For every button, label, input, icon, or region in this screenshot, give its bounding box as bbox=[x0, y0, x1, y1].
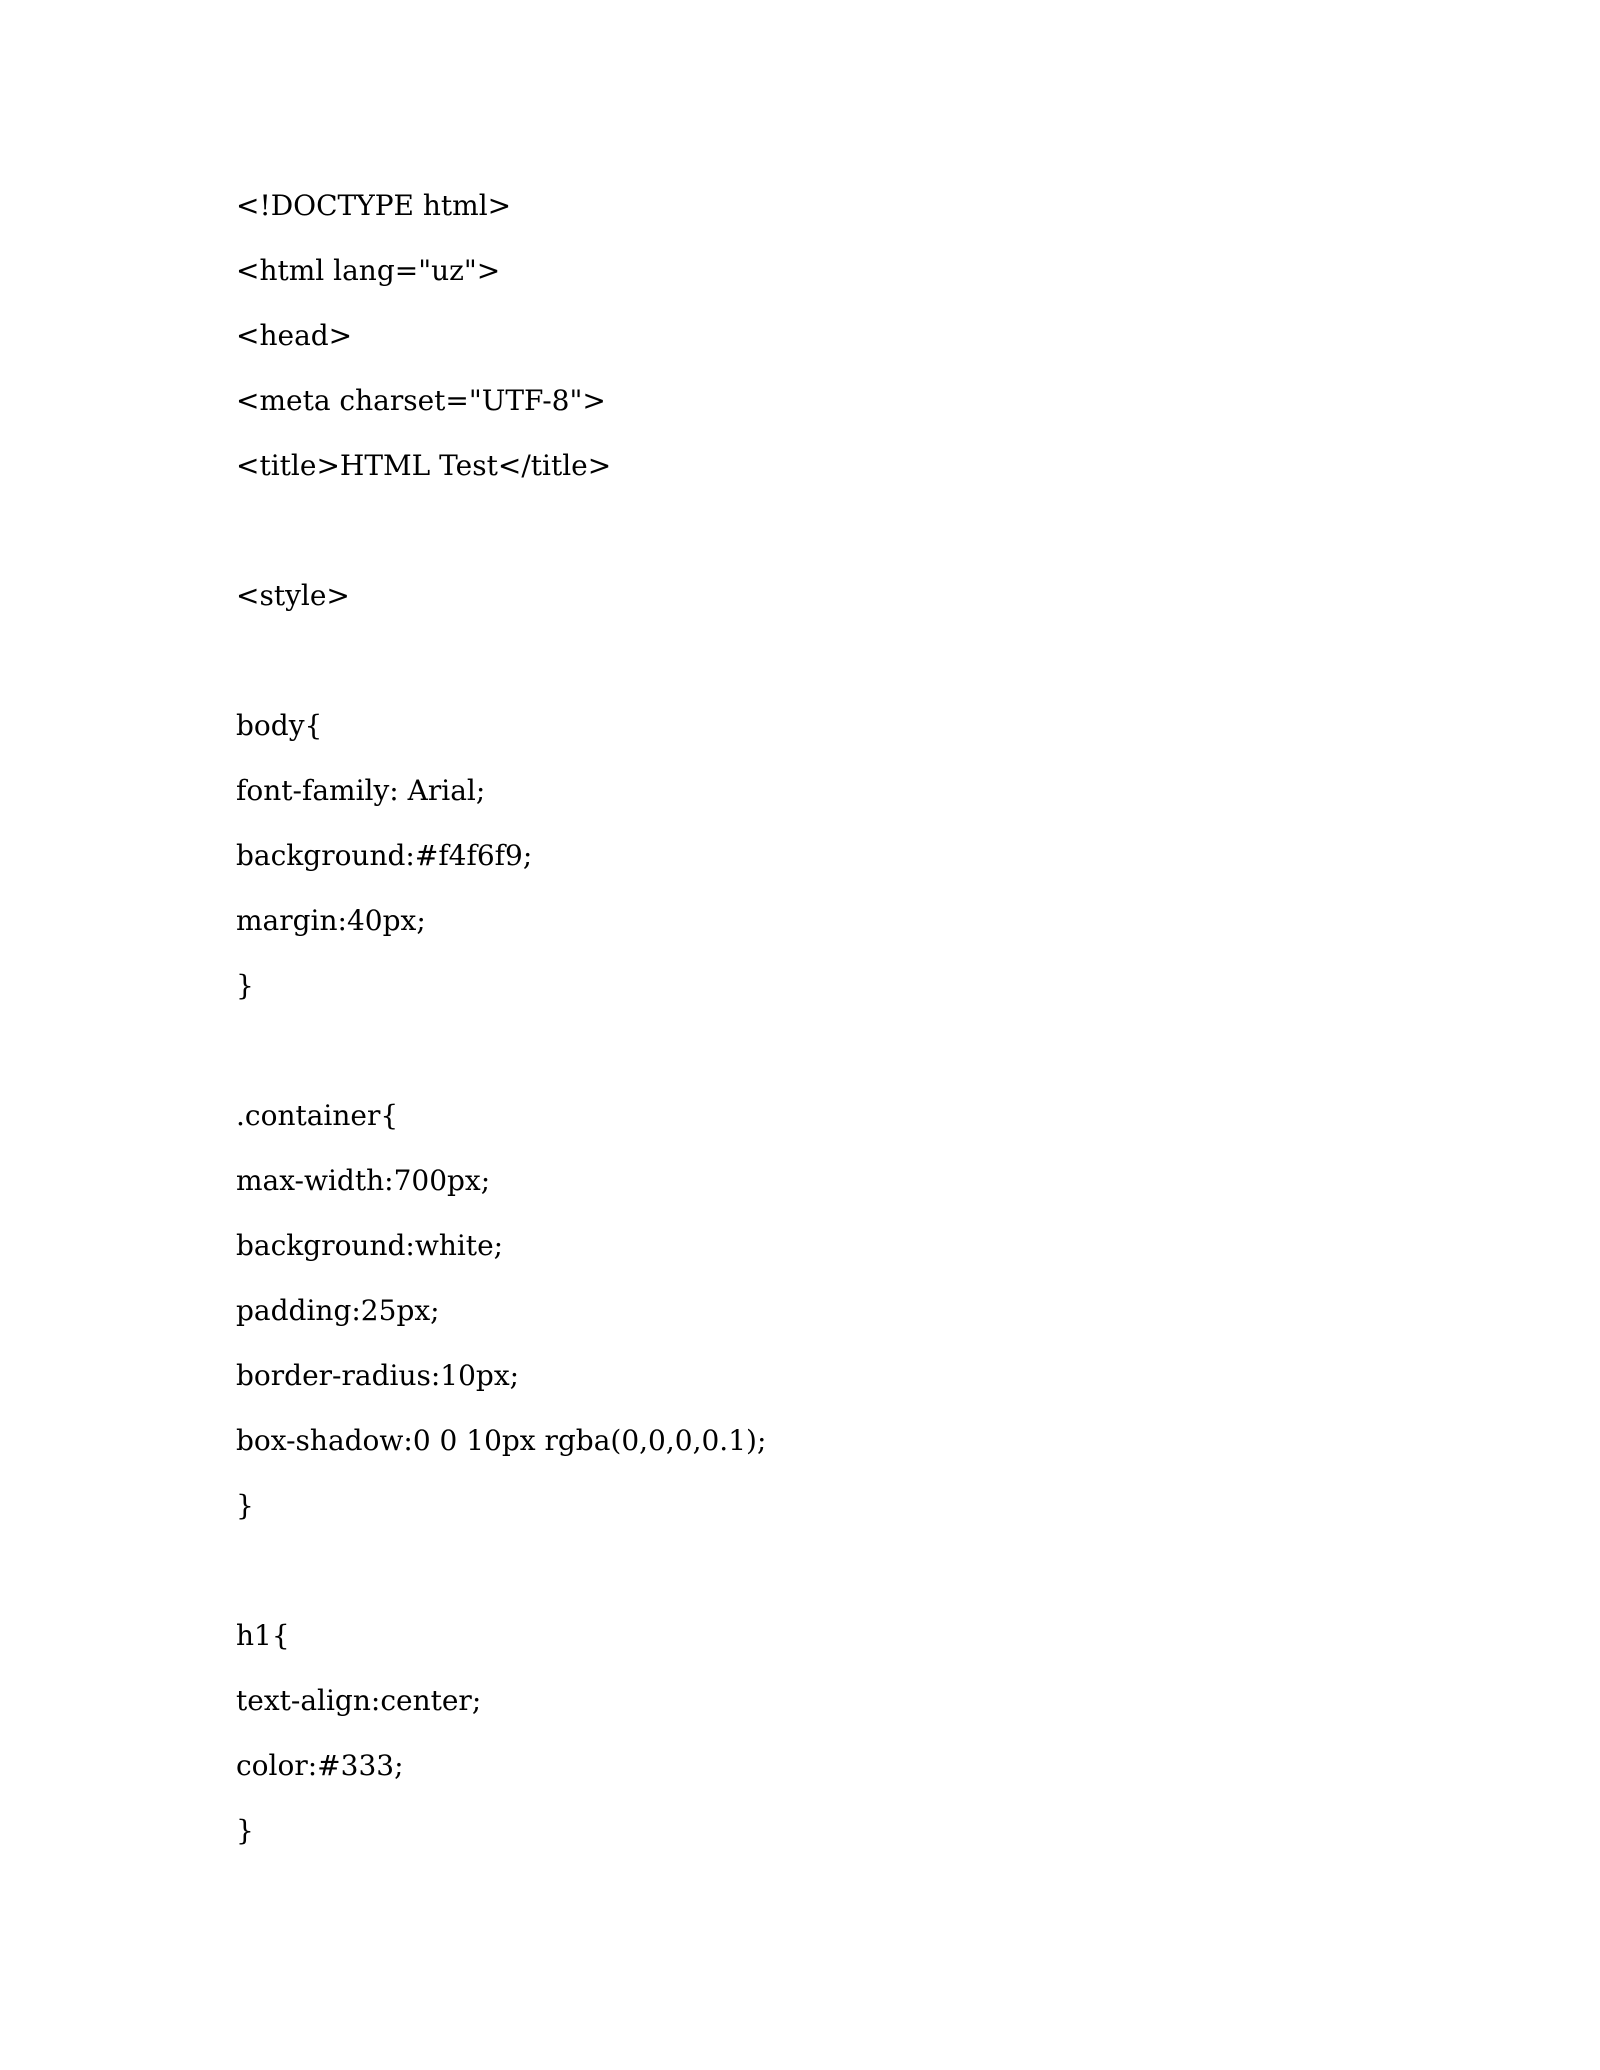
code-line: padding:25px; bbox=[236, 1294, 440, 1327]
code-line: } bbox=[236, 1489, 254, 1522]
code-line: <html lang="uz"> bbox=[236, 254, 501, 287]
code-line: } bbox=[236, 1814, 254, 1847]
code-line: max-width:700px; bbox=[236, 1164, 491, 1197]
code-line: <head> bbox=[236, 319, 353, 352]
blank-line bbox=[236, 509, 766, 574]
code-line: <style> bbox=[236, 579, 350, 612]
code-line: <!DOCTYPE html> bbox=[236, 189, 512, 222]
blank-line bbox=[236, 639, 766, 704]
code-line: body{ bbox=[236, 709, 323, 742]
code-line: color:#333; bbox=[236, 1749, 404, 1782]
code-line: .container{ bbox=[236, 1099, 399, 1132]
code-line: box-shadow:0 0 10px rgba(0,0,0,0.1); bbox=[236, 1424, 767, 1457]
code-line: background:#f4f6f9; bbox=[236, 839, 533, 872]
code-line: font-family: Arial; bbox=[236, 774, 486, 807]
code-line: <title>HTML Test</title> bbox=[236, 449, 612, 482]
blank-line bbox=[236, 1029, 766, 1094]
blank-line bbox=[236, 1549, 766, 1614]
document-body bbox=[236, 184, 766, 1874]
code-line: border-radius:10px; bbox=[236, 1359, 520, 1392]
code-line: h1{ bbox=[236, 1619, 290, 1652]
code-line: } bbox=[236, 969, 254, 1002]
code-line: background:white; bbox=[236, 1229, 504, 1262]
code-line: text-align:center; bbox=[236, 1684, 482, 1717]
code-line: margin:40px; bbox=[236, 904, 426, 937]
code-line: <meta charset="UTF-8"> bbox=[236, 384, 606, 417]
